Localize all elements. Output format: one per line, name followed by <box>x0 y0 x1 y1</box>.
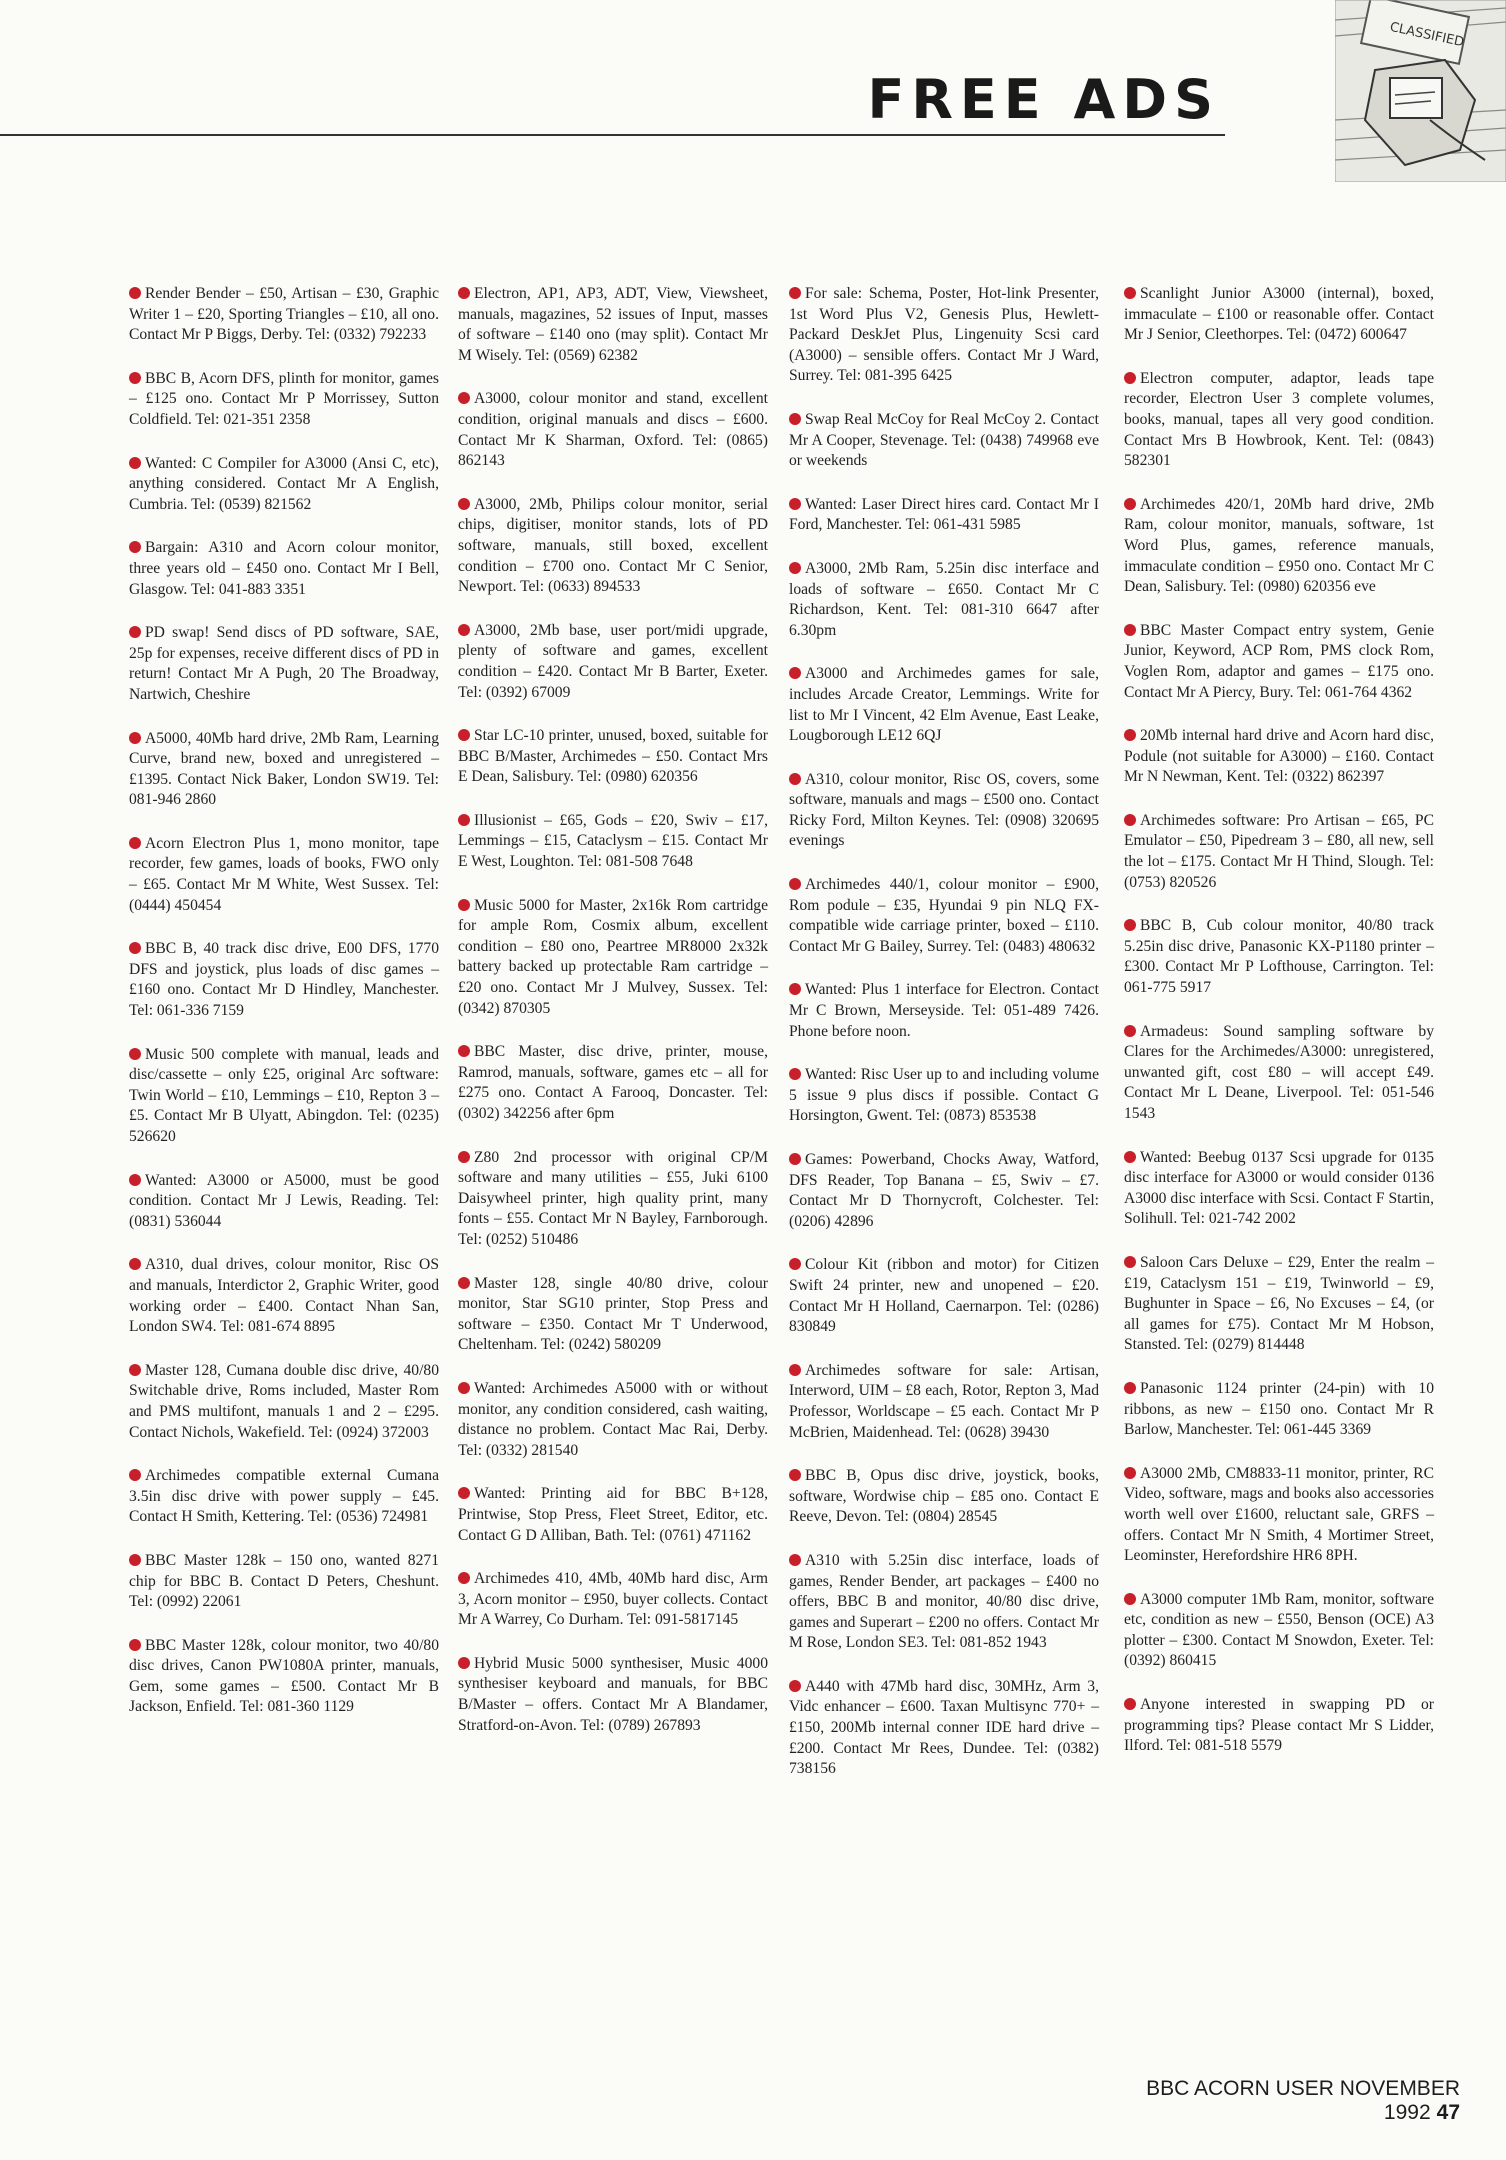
classified-ad: Wanted: Archimedes A5000 with or without monitor, any condition considered, cash waiting, distance no problem. Contact Mac Rai, Derby. Tel: (0332) 281540 <box>458 1379 768 1461</box>
classified-ad: A3000 computer 1Mb Ram, monitor, software etc, condition as new – £550, Benson (OCE) A3 plotter – £300. Contact M Snowdon, Exeter. Tel: (0392) 860415 <box>1124 1590 1434 1672</box>
classified-ad: Music 5000 for Master, 2x16k Rom cartridge for ample Rom, Cosmix album, excellent condition – £80 ono, Peartree MR8000 2x32k battery backed up protectable Ram cartridge – £20 ono. Contact Mr J Mulvey, Sussex. Tel: (0342) 870305 <box>458 896 768 1020</box>
classified-ad: For sale: Schema, Poster, Hot-link Presenter, 1st Word Plus V2, Genesis Plus, Hewlett-Packard DeskJet Plus, Lingenuity Scsi card (A3000) – sensible offers. Contact Mr J Ward, Surrey. Tel: 081-395 6425 <box>789 284 1099 387</box>
classified-ad: A310, colour monitor, Risc OS, covers, some software, manuals and mags – £500 ono. Contact Ricky Ford, Milton Keynes. Tel: (0908) 320695 evenings <box>789 770 1099 852</box>
classified-ad: A310, dual drives, colour monitor, Risc OS and manuals, Interdictor 2, Graphic Writer, good working order – £400. Contact Nhan San, London SW4. Tel: 081-674 8895 <box>129 1255 439 1337</box>
classified-ad: Wanted: Laser Direct hires card. Contact Mr I Ford, Manchester. Tel: 061-431 5985 <box>789 495 1099 536</box>
ads-column-1 <box>129 284 439 1741</box>
classified-ad: Armadeus: Sound sampling software by Clares for the Archimedes/A3000: unregistered, unwanted gift, cost £80 – will accept £49. Contact Mr L Deane, Liverpool. Tel: 051-546 1543 <box>1124 1022 1434 1125</box>
classified-ad: Wanted: Risc User up to and including volume 5 issue 9 plus discs if possible. Contact G Horsington, Gwent. Tel: (0873) 853538 <box>789 1065 1099 1127</box>
classified-ad: A3000, 2Mb Ram, 5.25in disc interface and loads of software – £650. Contact Mr C Richardson, Kent. Tel: 081-310 6647 after 6.30pm <box>789 559 1099 641</box>
classified-ad: A3000, 2Mb base, user port/midi upgrade, plenty of software and games, excellent condition – £420. Contact Mr B Barter, Exeter. Tel: (0392) 67009 <box>458 621 768 703</box>
classified-ad: A5000, 40Mb hard drive, 2Mb Ram, Learning Curve, brand new, boxed and unregistered – £1395. Contact Nick Baker, London SW19. Tel: 081-946 2860 <box>129 729 439 811</box>
classified-ad: Illusionist – £65, Gods – £20, Swiv – £17, Lemmings – £15, Cataclysm – £15. Contact Mr E West, Loughton. Tel: 081-508 7648 <box>458 811 768 873</box>
page-footer <box>1100 2077 1460 2125</box>
ads-column-2 <box>458 284 768 1759</box>
classified-ad: Saloon Cars Deluxe – £29, Enter the realm – £19, Cataclysm 151 – £19, Twinworld – £9, Bughunter in Space – £6, No Excuses – £4, (or all games for £75). Contact Mr M Hobson, Stansted. Tel: (0279) 814448 <box>1124 1253 1434 1356</box>
classified-ad: BBC Master 128k, colour monitor, two 40/80 disc drives, Canon PW1080A printer, manuals, Gem, some games – £500. Contact Mr B Jackson, Enfield. Tel: 081-360 1129 <box>129 1636 439 1718</box>
classified-ad: Bargain: A310 and Acorn colour monitor, three years old – £450 ono. Contact Mr I Bell, Glasgow. Tel: 041-883 3351 <box>129 538 439 600</box>
classified-ad: A3000, colour monitor and stand, excellent condition, original manuals and discs – £600. Contact Mr K Sharman, Oxford. Tel: (0865) 862143 <box>458 389 768 471</box>
classified-ad: BBC B, Acorn DFS, plinth for monitor, games – £125 ono. Contact Mr P Morrissey, Sutton Coldfield. Tel: 021-351 2358 <box>129 369 439 431</box>
classified-ad: Wanted: Plus 1 interface for Electron. Contact Mr C Brown, Merseyside. Tel: 051-489 7426. Phone before noon. <box>789 980 1099 1042</box>
classified-ad: Star LC-10 printer, unused, boxed, suitable for BBC B/Master, Archimedes – £50. Contact Mrs E Dean, Salisbury. Tel: (0980) 620356 <box>458 726 768 788</box>
classified-ad: Music 500 complete with manual, leads and disc/cassette – only £25, original Arc software: Twin World – £10, Lemmings – £10, Repton 3 – £5. Contact Mr B Ulyatt, Abingdon. Tel: (0235) 526620 <box>129 1045 439 1148</box>
classified-ad: Electron computer, adaptor, leads tape recorder, Electron User 3 complete volumes, books, manual, tapes all very good condition. Contact Mrs B Howbrook, Kent. Tel: (0843) 582301 <box>1124 369 1434 472</box>
classified-ad: A310 with 5.25in disc interface, loads of games, Render Bender, art packages – £400 no offers, BBC B and monitor, 40/80 disc drive, games and Superart – £200 no offers. Contact Mr M Rose, London SE3. Tel: 081-852 1943 <box>789 1551 1099 1654</box>
classified-ad: Archimedes 440/1, colour monitor – £900, Rom podule – £35, Hyundai 9 pin NLQ FX-compatible wide carriage printer, boxed – £110. Contact Mr G Bailey, Surrey. Tel: (0483) 480632 <box>789 875 1099 957</box>
classified-ad: Hybrid Music 5000 synthesiser, Music 4000 synthesiser keyboard and manuals, for BBC B/Master – offers. Contact Mr A Blandamer, Stratford-on-Avon. Tel: (0789) 267893 <box>458 1654 768 1736</box>
classified-ad: Wanted: Beebug 0137 Scsi upgrade for 0135 disc interface for A3000 or would consider 0136 A3000 disc interface with Scsi. Contact F Startin, Solihull. Tel: 021-742 2002 <box>1124 1148 1434 1230</box>
classified-ad: Render Bender – £50, Artisan – £30, Graphic Writer 1 – £20, Sporting Triangles – £10, all ono. Contact Mr P Biggs, Derby. Tel: (0332) 792233 <box>129 284 439 346</box>
classified-ad: Master 128, single 40/80 drive, colour monitor, Star SG10 printer, Stop Press and software – £350. Contact Mr T Underwood, Cheltenham. Tel: (0242) 580209 <box>458 1274 768 1356</box>
svg-text:CLASSIFIED: CLASSIFIED <box>1388 19 1466 51</box>
classified-ad: BBC Master 128k – 150 ono, wanted 8271 chip for BBC B. Contact D Peters, Cheshunt. Tel: (0992) 22061 <box>129 1551 439 1613</box>
classified-ad: Z80 2nd processor with original CP/M software and many utilities – £55, Juki 6100 Daisywheel printer, high quality print, many fonts – £55. Contact Mr N Bayley, Farnborough. Tel: (0252) 510486 <box>458 1148 768 1251</box>
classified-ad: Archimedes software: Pro Artisan – £65, PC Emulator – £50, Pipedream 3 – £80, all new, sell the lot – £175. Contact Mr H Thind, Slough. Tel: (0753) 820526 <box>1124 811 1434 893</box>
page-title: FREE ADS <box>867 68 1220 131</box>
classified-ad: Master 128, Cumana double disc drive, 40/80 Switchable drive, Roms included, Master Rom and PMS multifont, manuals 1 and 2 – £295. Contact Nichols, Wakefield. Tel: (0924) 372003 <box>129 1361 439 1443</box>
classified-ad: Wanted: A3000 or A5000, must be good condition. Contact Mr J Lewis, Reading. Tel: (0831) 536044 <box>129 1171 439 1233</box>
classified-ad: Wanted: Printing aid for BBC B+128, Printwise, Stop Press, Fleet Street, Editor, etc. Contact G D Alliban, Bath. Tel: (0761) 471162 <box>458 1484 768 1546</box>
classified-ad: Archimedes 410, 4Mb, 40Mb hard disc, Arm 3, Acorn monitor – £950, buyer collects. Contact Mr A Warrey, Co Durham. Tel: 091-5817145 <box>458 1569 768 1631</box>
classified-hand-illustration <box>1335 0 1506 182</box>
classified-ad: Colour Kit (ribbon and motor) for Citizen Swift 24 printer, new and unopened – £20. Contact Mr H Holland, Caernarpon. Tel: (0286) 830849 <box>789 1255 1099 1337</box>
classified-ad: Archimedes compatible external Cumana 3.5in disc drive with power supply – £45. Contact H Smith, Kettering. Tel: (0536) 724981 <box>129 1466 439 1528</box>
classified-ad: Archimedes software for sale: Artisan, Interword, UIM – £8 each, Rotor, Repton 3, Mad Professor, Worldscape – £5 each. Contact Mr P McBrien, Maidenhead. Tel: (0628) 39430 <box>789 1361 1099 1443</box>
classified-ad: Archimedes 420/1, 20Mb hard drive, 2Mb Ram, colour monitor, manuals, software, 1st Word Plus, games, reference manuals, immaculate condition – £950 ono. Contact Mr C Dean, Salisbury. Tel: (0980) 620356 eve <box>1124 495 1434 598</box>
classified-ad: A3000 and Archimedes games for sale, includes Arcade Creator, Lemmings. Write for list to Mr I Vincent, 42 Elm Avenue, East Leake, Lougborough LE12 6QJ <box>789 664 1099 746</box>
classified-ad: Panasonic 1124 printer (24-pin) with 10 ribbons, as new – £150 ono. Contact Mr R Barlow, Manchester. Tel: 061-445 3369 <box>1124 1379 1434 1441</box>
classified-ad: PD swap! Send discs of PD software, SAE, 25p for expenses, receive different discs of PD in return! Contact Mr A Pugh, 20 The Broadway, Nartwich, Cheshire <box>129 623 439 705</box>
page-number: 47 <box>1436 2101 1460 2124</box>
magazine-issue: BBC ACORN USER NOVEMBER 1992 <box>1146 2077 1460 2124</box>
classified-ad: BBC B, Cub colour monitor, 40/80 track 5.25in disc drive, Panasonic KX-P1180 printer – £300. Contact Mr P Lofthouse, Carrington. Tel: 061-775 5917 <box>1124 916 1434 998</box>
classified-ad: BBC B, 40 track disc drive, E00 DFS, 1770 DFS and joystick, plus loads of disc games – £160 ono. Contact Mr D Hindley, Manchester. Tel: 061-336 7159 <box>129 939 439 1021</box>
classified-ad: Electron, AP1, AP3, ADT, View, Viewsheet, manuals, magazines, 52 issues of Input, masses of software – £140 ono (may split). Contact Mr M Wisely. Tel: (0569) 62382 <box>458 284 768 366</box>
classified-ad: Acorn Electron Plus 1, mono monitor, tape recorder, few games, loads of books, FWO only – £65. Contact Mr M White, West Sussex. Tel: (0444) 450454 <box>129 834 439 916</box>
classified-ad: BBC Master, disc drive, printer, mouse, Ramrod, manuals, software, games etc – all for £275 ono. Contact A Farooq, Doncaster. Tel: (0302) 342256 after 6pm <box>458 1042 768 1124</box>
classified-ad: BBC B, Opus disc drive, joystick, books, software, Wordwise chip – £85 ono. Contact E Reeve, Devon. Tel: (0804) 28545 <box>789 1466 1099 1528</box>
classified-ad: Games: Powerband, Chocks Away, Watford, DFS Reader, Top Banana – £5, Swiv – £7. Contact Mr D Thornycroft, Colchester. Tel: (0206) 42896 <box>789 1150 1099 1232</box>
classified-ad: Anyone interested in swapping PD or programming tips? Please contact Mr S Lidder, Ilford. Tel: 081-518 5579 <box>1124 1695 1434 1757</box>
classified-ad: Wanted: C Compiler for A3000 (Ansi C, etc), anything considered. Contact Mr A English, Cumbria. Tel: (0539) 821562 <box>129 454 439 516</box>
classified-ad: Scanlight Junior A3000 (internal), boxed, immaculate – £100 or reasonable offer. Contact Mr J Senior, Cleethorpes. Tel: (0472) 600647 <box>1124 284 1434 346</box>
header-rule <box>0 134 1225 136</box>
classified-ad: Swap Real McCoy for Real McCoy 2. Contact Mr A Cooper, Stevenage. Tel: (0438) 749968 eve or weekends <box>789 410 1099 472</box>
ads-column-3 <box>789 284 1099 1803</box>
classified-ad: A3000 2Mb, CM8833-11 monitor, printer, RC Video, software, mags and books also accessories worth well over £1600, reluctant sale, GRFS – offers. Contact Mr N Smith, 4 Mortimer Street, Leominster, Herefordshire HR6 8PH. <box>1124 1464 1434 1567</box>
classified-ad: A3000, 2Mb, Philips colour monitor, serial chips, digitiser, monitor stands, lots of PD software, manuals, still boxed, excellent condition – £700 ono. Contact Mr C Senior, Newport. Tel: (0633) 894533 <box>458 495 768 598</box>
classified-ad: A440 with 47Mb hard disc, 30MHz, Arm 3, Vidc enhancer – £600. Taxan Multisync 770+ – £150, 200Mb internal conner IDE hard drive – £200. Contact Mr Rees, Dundee. Tel: (0382) 738156 <box>789 1677 1099 1780</box>
classified-ad: 20Mb internal hard drive and Acorn hard disc, Podule (not suitable for A3000) – £160. Contact Mr N Newman, Kent. Tel: (0322) 862397 <box>1124 726 1434 788</box>
ads-column-4 <box>1124 284 1434 1780</box>
classified-ad: BBC Master Compact entry system, Genie Junior, Keyword, ACP Rom, PMS clock Rom, Voglen Rom, adaptor and games – £175 ono. Contact Mr A Piercy, Bury. Tel: 061-764 4362 <box>1124 621 1434 703</box>
